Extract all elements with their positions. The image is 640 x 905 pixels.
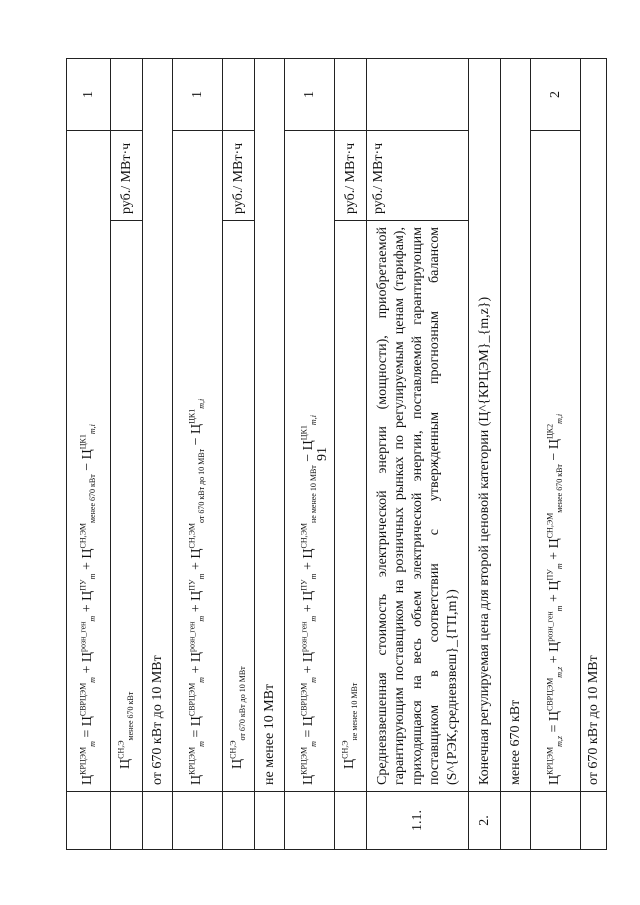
table-row — [173, 59, 223, 850]
row-value: 1 — [285, 59, 335, 131]
range-label: менее 670 кВт — [501, 59, 531, 792]
formula-tariff-670-10: $Ц^{КРЦЭМ}_m = Ц^{СВРЦЭМ}_m + Ц^{розн\_ген}_m + Ц^{ПУ}_m + Ц^{СН,ЭМ}_{от 670 кВт до 10 МВт} - Ц^{ЦК1}_{m,i}$ — [187, 398, 207, 785]
unit-label: руб./ МВт·ч — [335, 131, 367, 221]
row-value: 2 — [531, 59, 581, 131]
table-row — [67, 59, 111, 850]
range-label: не менее 10 МВт — [255, 59, 285, 792]
table-row — [469, 59, 501, 850]
cn-e-under-670: $Ц^{СН,Э}_{менее 670 кВт}$ — [116, 691, 136, 769]
cn-e-670-10: $Ц^{СН,Э}_{от 670 кВт до 10 МВт}$ — [228, 666, 248, 769]
row-value: 1 — [173, 59, 223, 131]
row-value: 1 — [67, 59, 111, 131]
cn-e-over-10: $Ц^{СН,Э}_{не менее 10 МВт}$ — [340, 682, 360, 769]
formula-tariff-under-670: $Ц^{КРЦЭМ}_m = Ц^{СВРЦЭМ}_m + Ц^{розн\_ген}_m + Ц^{ПУ}_m + Ц^{СН,ЭМ}_{менее 670 кВт} - Ц^{ЦК1}_{m,i}$ — [78, 424, 98, 785]
tariff-table — [66, 58, 607, 850]
row-number: 1.1. — [367, 792, 469, 850]
range-label: от 670 кВт до 10 МВт — [581, 59, 607, 792]
formula-tariff-over-10: $Ц^{КРЦЭМ}_m = Ц^{СВРЦЭМ}_m + Ц^{розн\_ген}_m + Ц^{ПУ}_m + Ц^{СН,ЭМ}_{не менее 10 МВт} - Ц^{ЦК1}_{m,i}$ — [299, 415, 319, 785]
weighted-average-cost-text: Средневзвешенная стоимость электрической энергии (мощности), приобретаемой гарантирующим поставщиком на розничных рынках по регулируемым ценам (тарифам), приходящаяся на весь объем электрической энергии, поставляемой гарантирующим поставщиком в соответствии с утвержденным прогнозным балансом (S^{РЭК,средневзвеш}_{ГП,m}) — [367, 221, 469, 792]
formula-second-category: $Ц^{КРЦЭМ}_{m,z} = Ц^{СВРЦЭМ}_{m,z} + Ц^{розн\_ген}_m + Ц^{ПУ}_m + Ц^{СН,ЭМ}_{менее 670 кВт} - Ц^{ЦК2}_{m,i}$ — [545, 413, 565, 785]
table-row — [581, 59, 607, 850]
unit-label: руб./ МВт·ч — [223, 131, 255, 221]
table-row — [501, 59, 531, 850]
unit-label: руб./ МВт·ч — [111, 131, 143, 221]
table-row — [223, 59, 255, 850]
section-title: Конечная регулируемая цена для второй ценовой категории (Ц^{КРЦЭМ}_{m,z}) — [469, 59, 501, 792]
rotated-page — [66, 58, 601, 850]
table-row — [111, 59, 143, 850]
unit-label: руб./ МВт·ч — [367, 131, 469, 221]
table-row — [531, 59, 581, 850]
table-row — [255, 59, 285, 850]
table-row — [285, 59, 335, 850]
page-number: 91 — [315, 447, 330, 461]
table-row — [367, 59, 469, 850]
tariff-table-sheet — [66, 58, 601, 850]
table-row — [335, 59, 367, 850]
range-label: от 670 кВт до 10 МВт — [143, 59, 173, 792]
row-number: 2. — [469, 792, 501, 850]
table-row — [143, 59, 173, 850]
